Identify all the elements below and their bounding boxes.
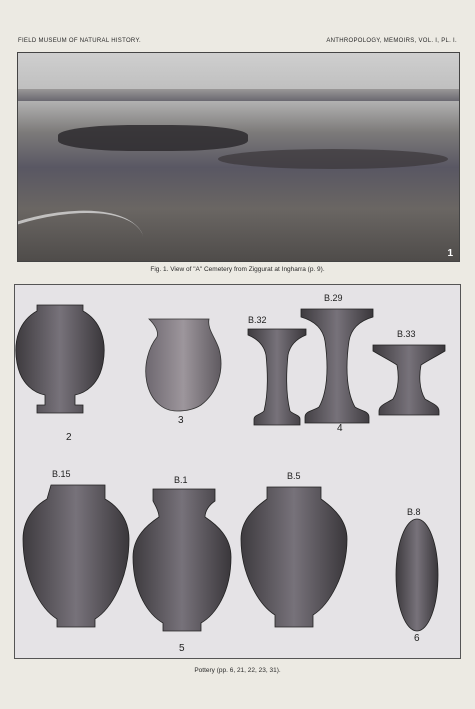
mound-shadow <box>218 149 448 169</box>
excavation-shadow <box>58 125 248 151</box>
pottery-caption: Pottery (pp. 6, 21, 22, 23, 31). <box>194 667 281 674</box>
pot-3 <box>146 319 221 411</box>
pottery-illustration <box>15 285 460 658</box>
fig-number-5: 5 <box>179 643 185 654</box>
jar-b15 <box>23 485 129 627</box>
fig-number-4: 4 <box>337 423 343 434</box>
track-line <box>17 186 143 262</box>
label-b8: B.8 <box>407 507 421 517</box>
jar-b1 <box>133 489 231 631</box>
cemetery-photograph <box>17 52 460 262</box>
label-b29: B.29 <box>324 293 343 303</box>
fig-number-3: 3 <box>178 415 184 426</box>
fig-number-2: 2 <box>66 432 72 443</box>
label-b1: B.1 <box>174 475 188 485</box>
header-right: ANTHROPOLOGY, MEMOIRS, VOL. I, PL. I. <box>326 38 457 44</box>
figure-1-caption: Fig. 1. View of "A" Cemetery from Ziggurat at Ingharra (p. 9). <box>150 266 325 273</box>
photo-number: 1 <box>447 248 453 259</box>
stand-b29 <box>301 309 373 423</box>
pot-2 <box>16 305 104 413</box>
object-b8 <box>396 519 438 631</box>
label-b15: B.15 <box>52 469 71 479</box>
label-b32: B.32 <box>248 315 267 325</box>
stand-b33 <box>373 345 445 415</box>
horizon-band <box>18 89 459 101</box>
fig-number-6: 6 <box>414 633 420 644</box>
stand-b32 <box>248 329 306 425</box>
pottery-photograph <box>14 284 461 659</box>
label-b33: B.33 <box>397 329 416 339</box>
jar-b5 <box>241 487 347 627</box>
label-b5: B.5 <box>287 471 301 481</box>
header-left: FIELD MUSEUM OF NATURAL HISTORY. <box>18 38 141 44</box>
